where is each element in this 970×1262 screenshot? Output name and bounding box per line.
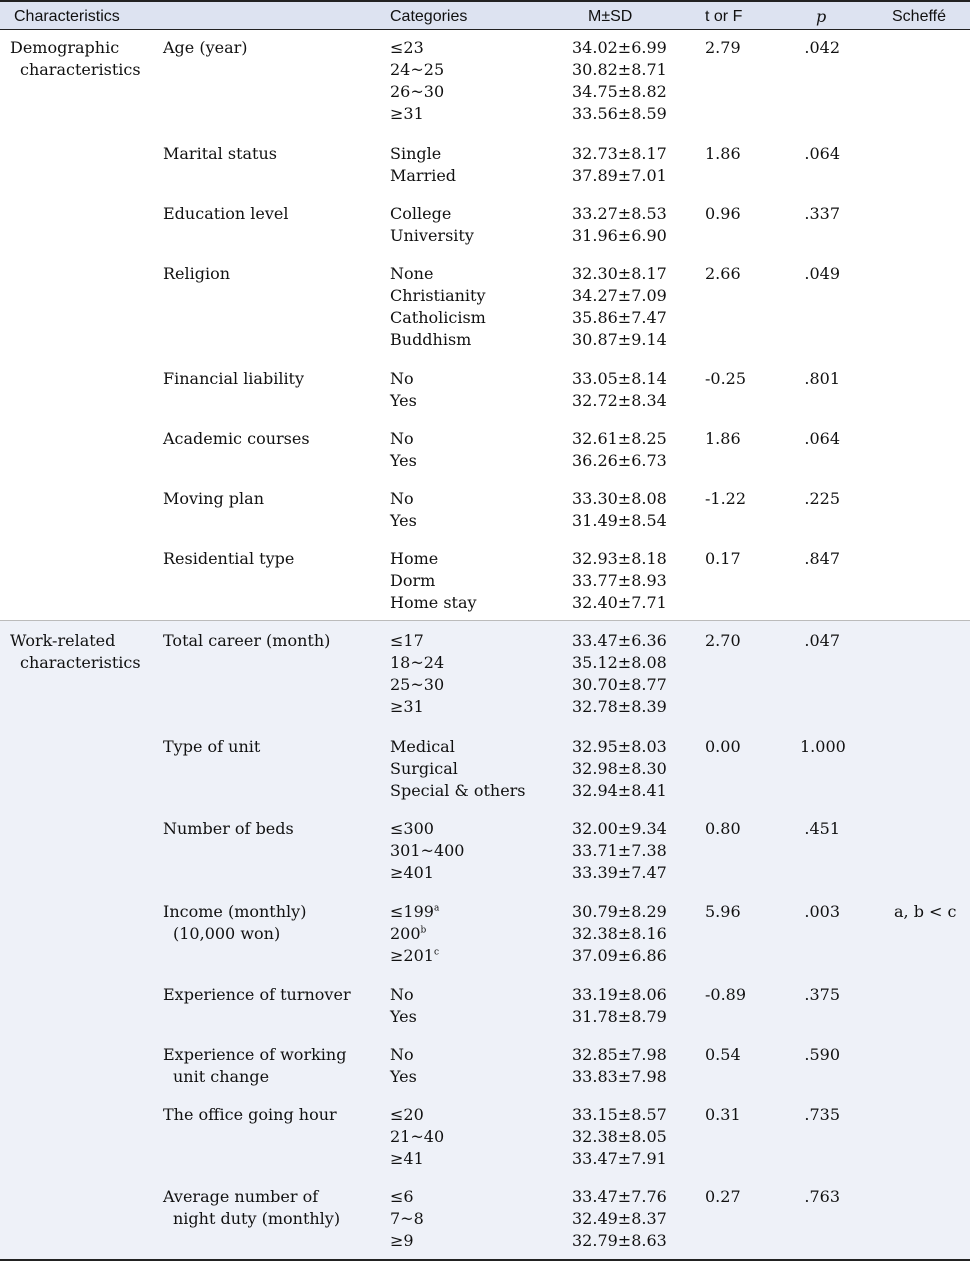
t-or-f-value: 0.31 [705,1105,741,1124]
msd-value: 33.83±7.98 [572,1067,667,1086]
msd-value: 36.26±6.73 [572,451,667,470]
t-or-f-value: 0.17 [705,549,741,568]
msd-value: 33.47±7.76 [572,1187,667,1206]
categories-cell [390,901,439,967]
msd-value: 33.30±8.08 [572,489,667,508]
categories-cell [390,368,417,412]
category-text: 24~25 [390,60,445,79]
category-item [390,592,477,614]
t-or-f-value: 0.80 [705,819,741,838]
categories-cell [390,984,417,1028]
category-item [390,263,486,285]
category-item [390,1208,424,1230]
category-item [390,736,526,758]
category-item [390,143,456,165]
category-item [390,488,417,510]
msd-value: 37.09±6.86 [572,946,667,965]
msd-value: 32.93±8.18 [572,549,667,568]
categories-cell [390,630,444,718]
category-text: ≤17 [390,631,424,650]
variable-label [163,901,373,945]
msd-value: 33.47±7.91 [572,1149,667,1168]
variable-label-line2: unit change [173,1067,270,1086]
category-text: Medical [390,737,455,756]
variable-label-line1: Type of unit [163,737,261,756]
category-text: Buddhism [390,330,472,349]
category-item [390,37,444,59]
category-item [390,1230,424,1252]
category-text: 25~30 [390,675,445,694]
p-value: .801 [804,369,840,388]
t-or-f-value: 1.86 [705,144,741,163]
msd-value: 30.79±8.29 [572,902,667,921]
msd-value: 32.72±8.34 [572,391,667,410]
p-value: .049 [804,264,840,283]
variable-label-line1: Total career (month) [163,631,331,650]
category-item [390,1104,444,1126]
section-label-line1: Work-related [10,631,116,650]
header-t-or-f: t or F [705,8,743,25]
t-or-f-value: -1.22 [705,489,747,508]
category-text: Surgical [390,759,458,778]
category-text: ≤199 [390,902,434,921]
p-value: .042 [804,38,840,57]
msd-cell [572,984,667,1028]
t-or-f-value: -0.25 [705,369,747,388]
variable-label-line1: Academic courses [163,429,310,448]
categories-cell [390,37,444,125]
variable-label-line1: Marital status [163,144,277,163]
msd-cell [572,901,667,967]
p-value: .225 [804,489,840,508]
category-item [390,1186,424,1208]
category-item [390,1066,417,1088]
category-item [390,818,464,840]
category-item [390,510,417,532]
categories-cell [390,263,486,351]
p-value: 1.000 [800,737,846,756]
msd-value: 32.61±8.25 [572,429,667,448]
variable-label-line1: Religion [163,264,231,283]
msd-cell [572,818,667,884]
msd-value: 32.38±8.05 [572,1127,667,1146]
category-item [390,923,439,945]
category-text: ≥31 [390,104,424,123]
category-text: Dorm [390,571,436,590]
msd-value: 30.82±8.71 [572,60,667,79]
msd-value: 32.95±8.03 [572,737,667,756]
msd-value: 35.12±8.08 [572,653,667,672]
msd-cell [572,368,667,412]
category-item [390,368,417,390]
category-text: University [390,226,474,245]
msd-value: 32.38±8.16 [572,924,667,943]
t-or-f-value: 1.86 [705,429,741,448]
category-text: No [390,429,414,448]
t-or-f-value: 0.00 [705,737,741,756]
msd-value: 37.89±7.01 [572,166,667,185]
category-text: 200 [390,924,421,943]
msd-value: 32.85±7.98 [572,1045,667,1064]
p-value: .064 [804,429,840,448]
t-or-f-value: 2.79 [705,38,741,57]
variable-label-line1: Financial liability [163,369,305,388]
category-text: ≥31 [390,697,424,716]
variable-label [163,1186,373,1230]
msd-value: 30.87±9.14 [572,330,667,349]
table-bottom-rule [0,1259,970,1261]
category-item [390,225,474,247]
p-value: .003 [804,902,840,921]
header-p: p [816,7,827,26]
section-label-line1: Demographic [10,38,120,57]
category-item [390,81,444,103]
section-label [10,630,141,674]
category-text: College [390,204,452,223]
msd-value: 33.19±8.06 [572,985,667,1004]
category-text: ≥9 [390,1231,414,1250]
category-text: ≤23 [390,38,424,57]
variable-label [163,630,373,652]
category-item [390,901,439,923]
msd-cell [572,488,667,532]
category-item [390,1148,444,1170]
msd-value: 35.86±7.47 [572,308,667,327]
category-superscript: b [420,925,427,936]
category-item [390,307,486,329]
category-item [390,862,464,884]
category-text: Special & others [390,781,526,800]
category-item [390,390,417,412]
msd-value: 32.30±8.17 [572,264,667,283]
variable-label-line1: Residential type [163,549,295,568]
msd-value: 32.40±7.71 [572,593,667,612]
categories-cell [390,143,456,187]
msd-cell [572,1044,667,1088]
msd-value: 32.49±8.37 [572,1209,667,1228]
category-text: ≥41 [390,1149,424,1168]
msd-cell [572,203,667,247]
categories-cell [390,428,417,472]
p-value: .763 [804,1187,840,1206]
variable-label [163,548,373,570]
category-text: Yes [390,391,417,410]
t-or-f-value: 5.96 [705,902,741,921]
categories-cell [390,1104,444,1170]
category-item [390,203,474,225]
category-item [390,780,526,802]
msd-value: 34.75±8.82 [572,82,667,101]
category-text: Home [390,549,439,568]
category-item [390,329,486,351]
table-header [0,0,970,30]
msd-cell [572,1186,667,1252]
category-text: ≥201 [390,946,434,965]
p-value: .064 [804,144,840,163]
msd-cell [572,1104,667,1170]
t-or-f-value: 0.54 [705,1045,741,1064]
msd-value: 32.79±8.63 [572,1231,667,1250]
section-label-line2: characteristics [20,653,141,672]
category-text: ≤6 [390,1187,414,1206]
msd-value: 32.78±8.39 [572,697,667,716]
msd-value: 34.02±6.99 [572,38,667,57]
category-item [390,165,456,187]
categories-cell [390,818,464,884]
variable-label [163,368,373,390]
category-item [390,450,417,472]
category-item [390,630,444,652]
t-or-f-value: 0.27 [705,1187,741,1206]
t-or-f-value: 0.96 [705,204,741,223]
categories-cell [390,736,526,802]
category-text: 18~24 [390,653,445,672]
msd-value: 32.00±9.34 [572,819,667,838]
category-item [390,758,526,780]
category-text: Yes [390,451,417,470]
header-categories: Categories [390,8,468,25]
category-item [390,696,444,718]
variable-label-line1: The office going hour [163,1105,337,1124]
category-text: ≥401 [390,863,434,882]
category-text: Yes [390,511,417,530]
category-item [390,1006,417,1028]
msd-value: 33.47±6.36 [572,631,667,650]
section-label [10,37,141,81]
msd-cell [572,736,667,802]
msd-cell [572,630,667,718]
msd-value: 34.27±7.09 [572,286,667,305]
p-value: .047 [804,631,840,650]
category-text: ≤20 [390,1105,424,1124]
category-superscript: a [433,903,440,914]
variable-label [163,1104,373,1126]
variable-label [163,37,373,59]
variable-label [163,263,373,285]
variable-label-line1: Experience of working [163,1045,347,1064]
p-value: .451 [804,819,840,838]
category-item [390,285,486,307]
msd-value: 33.27±8.53 [572,204,667,223]
t-or-f-value: 2.70 [705,631,741,650]
variable-label-line1: Average number of [163,1187,319,1206]
msd-value: 33.77±8.93 [572,571,667,590]
section-work-related [0,621,970,1260]
msd-value: 32.73±8.17 [572,144,667,163]
msd-value: 31.78±8.79 [572,1007,667,1026]
p-value: .375 [804,985,840,1004]
msd-value: 33.56±8.59 [572,104,667,123]
msd-cell [572,548,667,614]
category-superscript: c [433,947,439,958]
category-text: ≤300 [390,819,434,838]
msd-cell [572,428,667,472]
msd-value: 31.96±6.90 [572,226,667,245]
msd-value: 33.15±8.57 [572,1105,667,1124]
msd-cell [572,263,667,351]
msd-value: 33.05±8.14 [572,369,667,388]
scheffe-value: a, b < c [894,902,957,921]
header-msd: M±SD [588,8,633,25]
category-item [390,570,477,592]
variable-label-line1: Moving plan [163,489,265,508]
category-text: Yes [390,1007,417,1026]
category-item [390,1126,444,1148]
variable-label-line2: (10,000 won) [173,924,281,943]
msd-value: 33.71±7.38 [572,841,667,860]
variable-label [163,488,373,510]
category-item [390,984,417,1006]
variable-label [163,736,373,758]
variable-label-line1: Age (year) [163,38,248,57]
category-item [390,945,439,967]
variable-label [163,428,373,450]
variable-label [163,818,373,840]
variable-label-line1: Experience of turnover [163,985,351,1004]
category-item [390,840,464,862]
p-value: .590 [804,1045,840,1064]
p-value: .847 [804,549,840,568]
categories-cell [390,1186,424,1252]
category-text: Catholicism [390,308,486,327]
category-text: Yes [390,1067,417,1086]
msd-value: 32.94±8.41 [572,781,667,800]
category-text: No [390,985,414,1004]
category-item [390,652,444,674]
category-text: 26~30 [390,82,445,101]
t-or-f-value: -0.89 [705,985,747,1004]
category-text: 301~400 [390,841,465,860]
categories-cell [390,203,474,247]
category-item [390,428,417,450]
t-or-f-value: 2.66 [705,264,741,283]
variable-label [163,143,373,165]
category-item [390,548,477,570]
section-label-line2: characteristics [20,60,141,79]
category-text: 21~40 [390,1127,445,1146]
category-item [390,674,444,696]
category-text: Single [390,144,442,163]
category-text: Married [390,166,457,185]
category-item [390,59,444,81]
msd-value: 30.70±8.77 [572,675,667,694]
msd-value: 31.49±8.54 [572,511,667,530]
header-characteristics: Characteristics [14,8,120,25]
category-item [390,103,444,125]
category-text: No [390,489,414,508]
variable-label [163,203,373,225]
msd-cell [572,143,667,187]
variable-label-line1: Income (monthly) [163,902,307,921]
category-text: Home stay [390,593,477,612]
category-text: 7~8 [390,1209,424,1228]
category-text: No [390,1045,414,1064]
variable-label [163,1044,373,1088]
variable-label-line2: night duty (monthly) [173,1209,341,1228]
p-value: .337 [804,204,840,223]
p-value: .735 [804,1105,840,1124]
msd-value: 32.98±8.30 [572,759,667,778]
category-text: None [390,264,434,283]
categories-cell [390,488,417,532]
category-item [390,1044,417,1066]
header-scheffe: Scheffé [892,8,946,25]
variable-label-line1: Education level [163,204,289,223]
msd-cell [572,37,667,125]
category-text: Christianity [390,286,486,305]
categories-cell [390,548,477,614]
variable-label [163,984,373,1006]
variable-label-line1: Number of beds [163,819,294,838]
categories-cell [390,1044,417,1088]
msd-value: 33.39±7.47 [572,863,667,882]
category-text: No [390,369,414,388]
